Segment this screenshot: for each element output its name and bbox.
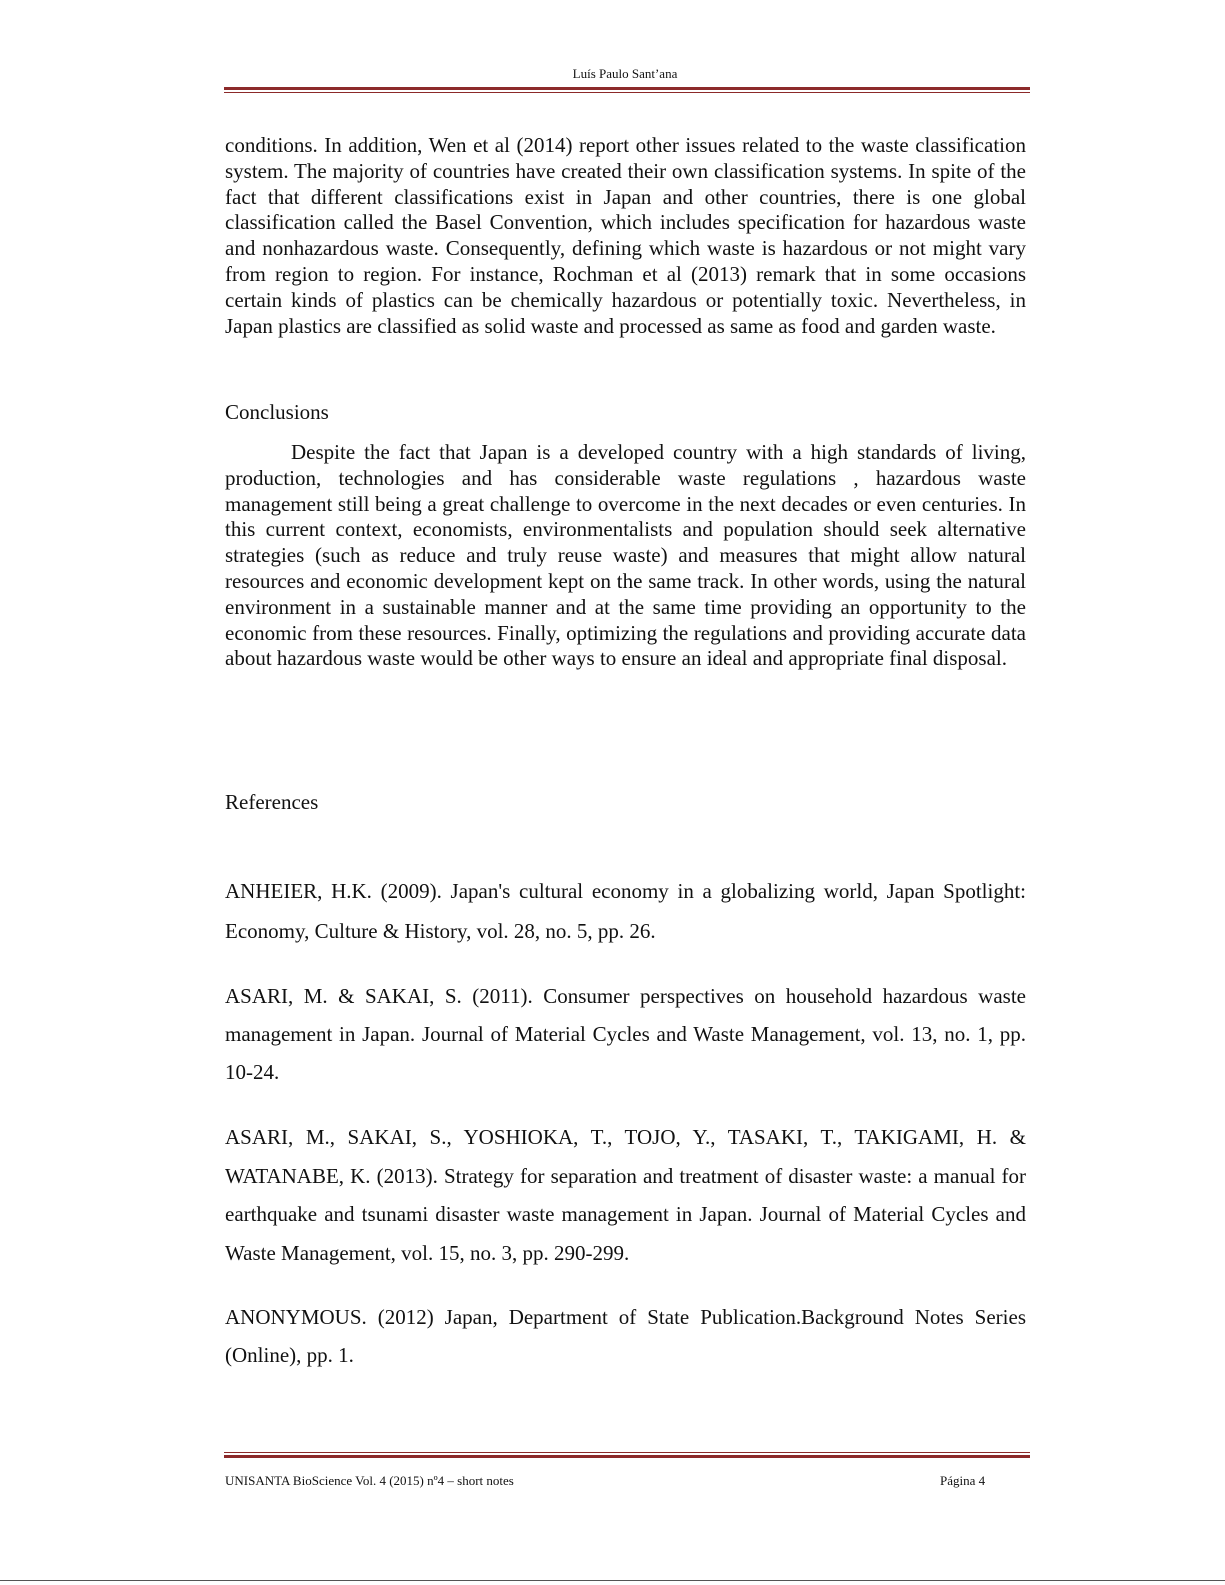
reference-item: ASARI, M., SAKAI, S., YOSHIOKA, T., TOJO, Y., TASAKI, T., TAKIGAMI, H. & WATANABE, K. (2013). Strategy for separation and treatment of disaster waste: a manual for earthquake and tsunami disaster waste management in Japan. Journal of Material Cycles and Waste Management, vol. 15, no. 3, pp. 290-299. [225,1125,1026,1265]
references-heading: References [225,790,319,814]
footer-page-number: Página 4 [940,1473,986,1488]
page-bottom-edge [0,1580,1225,1581]
body-paragraph: conditions. In addition, Wen et al (2014) report other issues related to the waste classification system. The majority of countries have created their own classification systems. In spite of the fact that different classifications exist in Japan and other countries, there is one global classification called the Basel Convention, which includes specification for hazardous waste and nonhazardous waste. Consequently, defining which waste is hazardous or not might vary from region to region. For instance, Rochman et al (2013) remark that in some occasions certain kinds of plastics can be chemically hazardous or potentially toxic. Nevertheless, in Japan plastics are classified as solid waste and processed as same as food and garden waste. [225,133,1026,338]
header-rule-thick [224,87,1030,90]
conclusions-text: Despite the fact that Japan is a developed country with a high standards of living, production, technologies and has considerable waste regulations , hazardous waste management still being a great challenge to overcome in the next decades or even centuries. In this current context, economists, environmentalists and population should seek alternative strategies (such as reduce and truly reuse waste) and measures that might allow natural resources and economic development kept on the same track. In other words, using the natural environment in a sustainable manner and at the same time providing an opportunity to the economic from these resources. Finally, optimizing the regulations and providing accurate data about hazardous waste would be other ways to ensure an ideal and appropriate final disposal. [225,440,1026,671]
page-header-author: Luís Paulo Sant’ana [572,66,678,81]
conclusions-paragraph [225,440,1026,672]
conclusions-heading: Conclusions [225,400,329,424]
footer-rule-thin [224,1452,1030,1453]
reference-item: ASARI, M. & SAKAI, S. (2011). Consumer perspectives on household hazardous waste management in Japan. Journal of Material Cycles and Waste Management, vol. 13, no. 1, pp. 10-24. [225,984,1026,1084]
footer-rule-thick [224,1455,1030,1458]
reference-item: ANHEIER, H.K. (2009). Japan's cultural economy in a globalizing world, Japan Spotlight: Economy, Culture & History, vol. 28, no. 5, pp. 26. [225,879,1026,943]
footer-journal: UNISANTA BioScience Vol. 4 (2015) nº4 – short notes [225,1473,514,1488]
header-rule-thin [224,92,1030,93]
reference-item: ANONYMOUS. (2012) Japan, Department of State Publication.Background Notes Series (Online), pp. 1. [225,1305,1026,1367]
